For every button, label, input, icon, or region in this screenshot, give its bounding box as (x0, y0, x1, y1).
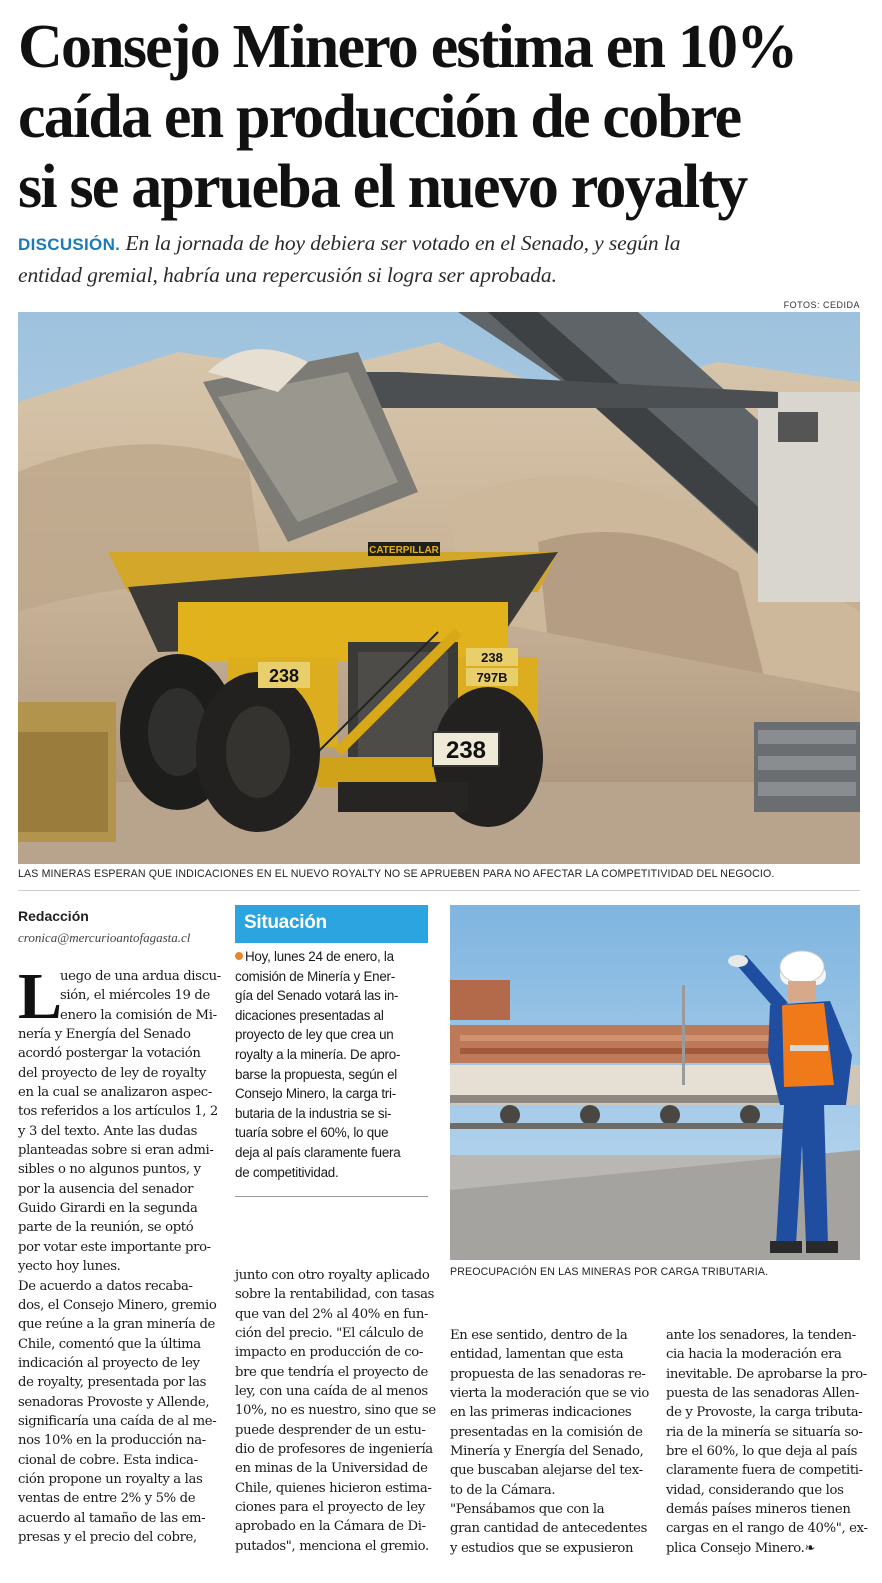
body-line: nos 10% en la producción na- (18, 1433, 206, 1449)
body-line: del proyecto de ley de royalty (18, 1065, 206, 1081)
body-line: junto con otro royalty aplicado (235, 1268, 430, 1283)
body-line: 10%, no es nuestro, sino que se (235, 1403, 436, 1419)
situacion-tab: Situación (235, 905, 428, 943)
situacion-line (235, 1163, 428, 1183)
body-line: gran cantidad de antecedentes (450, 1521, 648, 1537)
situacion-text: barse la propuesta, según el (235, 1066, 397, 1082)
body-line: parte de la reunión, se optó (18, 1220, 194, 1236)
body-line: tos referidos a los artículos 1, 2 (18, 1104, 218, 1120)
body-line: bre que tendría el proyecto de (235, 1364, 429, 1380)
body-line: sión, el miércoles 19 de (60, 988, 210, 1004)
body-line: que reúne a la gran minería de (18, 1317, 215, 1333)
lead-line: entidad gremial, habría una repercusión si logra ser aprobada. (18, 263, 557, 287)
body-line: de royalty, presentada por las (18, 1375, 207, 1391)
body-line: puesta de las senadoras Allen- (666, 1386, 859, 1402)
body-line: de y Provoste, la carga tributa- (666, 1405, 863, 1421)
body-line: vidad, considerando que los (666, 1482, 844, 1498)
situacion-text: dicaciones presentadas al (235, 1007, 384, 1023)
body-line: De acuerdo a datos recaba- (18, 1278, 193, 1294)
headline-line: caída en producción de cobre (18, 83, 741, 151)
body-column-1 (18, 960, 221, 1547)
truck-model-label: 797B (476, 670, 508, 685)
situacion-line (235, 947, 428, 967)
divider (235, 1196, 428, 1197)
bullet-icon (235, 952, 243, 960)
body-line: inevitable. De aprobarse la pro- (666, 1366, 867, 1382)
body-column-3 (450, 1326, 650, 1558)
body-line: En ese sentido, dentro de la (450, 1328, 628, 1343)
situacion-text: deja al país claramente fuera (235, 1144, 401, 1160)
situacion-text: Consejo Minero, la carga tri- (235, 1086, 396, 1102)
lead-paragraph (18, 228, 868, 291)
body-line: nería y Energía del Senado (18, 1027, 191, 1043)
body-column-4 (666, 1326, 866, 1558)
mining-truck-illustration (18, 312, 860, 864)
situacion-text: tuaría sobre el 60%, lo que (235, 1125, 389, 1141)
body-line: dos, el Consejo Minero, gremio (18, 1297, 217, 1313)
body-line: to de la Cámara. (450, 1482, 556, 1498)
situacion-text: proyecto de ley que crea un (235, 1027, 394, 1043)
situacion-text: gía del Senado votará las in- (235, 988, 399, 1004)
situacion-line (235, 1143, 428, 1163)
body-line: ción propone un royalty a las (18, 1471, 203, 1487)
body-line: entidad, lamentan que esta (450, 1347, 624, 1363)
body-line: senadoras Provoste y Allende, (18, 1394, 210, 1410)
situacion-line (235, 1104, 428, 1124)
body-line: significaría una caída de al me- (18, 1413, 217, 1429)
body-line: cional de cobre. Esta indica- (18, 1452, 198, 1468)
body-line: ria de la minería se situaría so- (666, 1424, 863, 1440)
body-line: en la cual se analizaron aspec- (18, 1085, 212, 1101)
body-line: planteadas sobre si eran admi- (18, 1143, 214, 1159)
body-line: Chile, quienes hicieron estima- (235, 1480, 432, 1496)
body-line: en minas de la Universidad de (235, 1461, 428, 1477)
byline-name: Redacción (18, 908, 89, 924)
situacion-line (235, 1045, 428, 1065)
situacion-box (235, 947, 428, 1182)
situacion-text: de competitividad. (235, 1164, 339, 1180)
body-line: sobre la rentabilidad, con tasas (235, 1287, 435, 1303)
body-line: indicación al proyecto de ley (18, 1355, 200, 1371)
situacion-line (235, 986, 428, 1006)
body-line: Guido Girardi en la segunda (18, 1201, 198, 1217)
end-of-article-mark: ❧ (804, 1540, 816, 1556)
situacion-line (235, 1123, 428, 1143)
main-photo (18, 312, 860, 864)
situacion-line (235, 1065, 428, 1085)
body-line: ciones para el proyecto de ley (235, 1500, 425, 1516)
headline (18, 12, 868, 222)
headline-line: Consejo Minero estima en 10% (18, 13, 797, 81)
situacion-line (235, 1025, 428, 1045)
body-line: plica Consejo Minero.❧ (666, 1540, 816, 1556)
body-line: dio de profesores de ingeniería (235, 1442, 433, 1458)
body-line: propuesta de las senadoras re- (450, 1366, 646, 1382)
body-line: putados", menciona el gremio. (235, 1538, 429, 1554)
truck-number-plate: 238 (445, 737, 487, 764)
body-line: por la ausencia del senador (18, 1181, 194, 1197)
body-line: ante los senadores, la tenden- (666, 1328, 856, 1343)
body-line: Minería y Energía del Senado, (450, 1444, 644, 1460)
byline-email[interactable]: cronica@mercurioantofagasta.cl (18, 930, 191, 945)
body-line: cia hacia la moderación era (666, 1347, 842, 1363)
lead-kicker: DISCUSIÓN. (18, 235, 121, 254)
body-line: bre el 60%, lo que deja al país (666, 1444, 858, 1460)
body-line: impacto en producción de co- (235, 1345, 423, 1361)
body-line: Chile, comentó que la última (18, 1336, 201, 1352)
lead-line: En la jornada de hoy debiera ser votado en el Senado, y según la (120, 231, 681, 255)
body-line: acordó postergar la votación (18, 1046, 201, 1062)
body-line: cargas en el rango de 40%", ex- (666, 1521, 868, 1537)
side-photo (450, 905, 860, 1260)
body-line: uego de una ardua discu- (60, 969, 221, 984)
body-line: aprobado en la Cámara de Di- (235, 1519, 426, 1535)
headline-line: si se aprueba el nuevo royalty (18, 153, 747, 221)
body-line: demás países mineros tienen (666, 1502, 851, 1518)
side-photo-caption: PREOCUPACIÓN EN LAS MINERAS POR CARGA TRIBUTARIA. (450, 1266, 769, 1278)
truck-front-number: 238 (481, 650, 503, 665)
divider (18, 890, 860, 891)
situacion-text: butaria de la industria se si- (235, 1105, 392, 1121)
truck-brand-label: CATERPILLAR (369, 545, 439, 556)
body-line: que buscaban alejarse del tex- (450, 1463, 643, 1479)
body-line: que van del 2% al 40% en fun- (235, 1306, 429, 1322)
body-line: ley, con una caída de al menos (235, 1384, 428, 1400)
body-line: claramente fuera de competiti- (666, 1463, 863, 1479)
situacion-line (235, 1006, 428, 1026)
body-line: acuerdo al tamaño de las em- (18, 1510, 206, 1526)
situacion-text: comisión de Minería y Ener- (235, 968, 395, 984)
body-line: enero la comisión de Mi- (60, 1007, 217, 1023)
main-photo-caption: LAS MINERAS ESPERAN QUE INDICACIONES EN EL NUEVO ROYALTY NO SE APRUEBEN PARA NO AFECTAR LA COMPETITIVIDAD DEL NEGOCIO. (18, 868, 775, 880)
body-line: vierta la moderación que se vio (450, 1386, 649, 1402)
body-line: sibles o no algunos puntos, y (18, 1162, 201, 1178)
situacion-line (235, 1084, 428, 1104)
body-line: en las primeras indicaciones (450, 1405, 632, 1421)
body-line: ventas de entre 2% y 5% de (18, 1491, 196, 1507)
body-line: "Pensábamos que con la (450, 1502, 605, 1518)
truck-side-number: 238 (268, 666, 300, 686)
situacion-line (235, 967, 428, 987)
body-line: puede desprender de un estu- (235, 1422, 426, 1438)
body-line: yecto hoy lunes. (18, 1259, 121, 1275)
body-line: por votar este importante pro- (18, 1239, 211, 1255)
situacion-text: Hoy, lunes 24 de enero, la (245, 949, 394, 964)
situacion-text: royalty a la minería. De apro- (235, 1046, 401, 1062)
body-line: presas y el precio del cobre, (18, 1529, 197, 1545)
worker-train-illustration (450, 905, 860, 1260)
photo-credit: FOTOS: CEDIDA (783, 300, 860, 310)
body-line: presentadas en la comisión de (450, 1424, 643, 1440)
body-line: y 3 del texto. Ante las dudas (18, 1123, 198, 1139)
body-column-2 (235, 1266, 436, 1556)
dropcap: L (18, 960, 63, 1033)
body-line: ción del precio. "El cálculo de (235, 1326, 424, 1342)
body-line: y estudios que se expusieron (450, 1540, 634, 1556)
